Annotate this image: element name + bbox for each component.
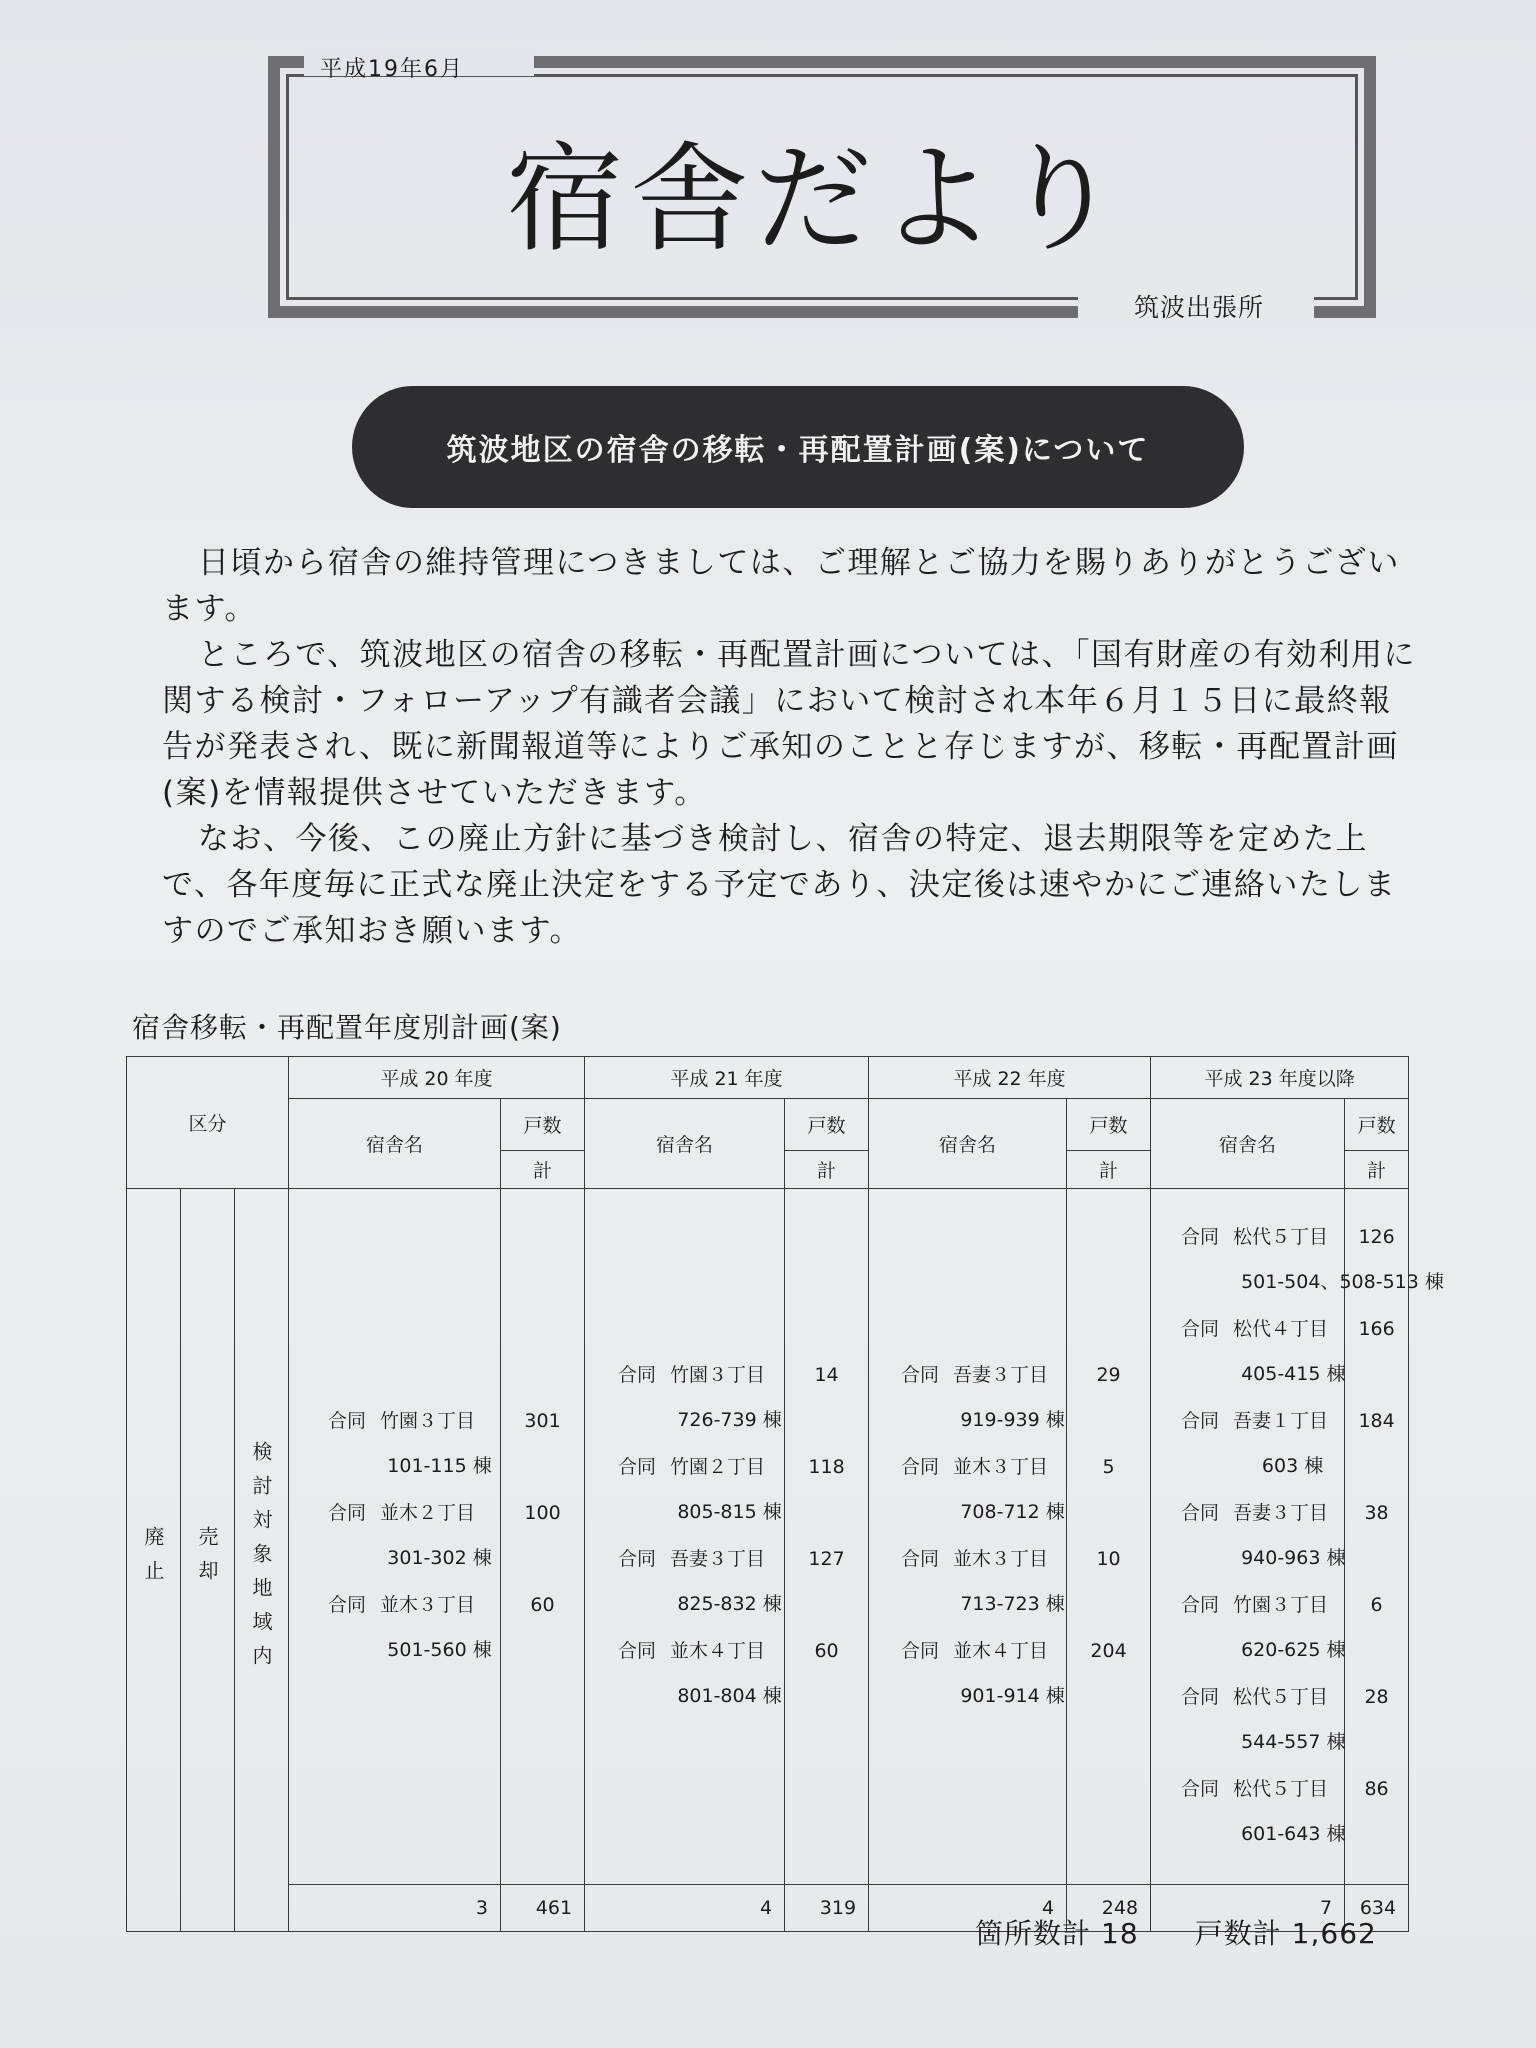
dorm-entry bbox=[1151, 1399, 1344, 1491]
count-subheader: 計 bbox=[501, 1151, 585, 1189]
count-subheader: 計 bbox=[1345, 1151, 1409, 1189]
dorm-count: 100 bbox=[524, 1501, 561, 1524]
dorm-count: 60 bbox=[530, 1593, 555, 1616]
dorm-name: 竹園３丁目 bbox=[1233, 1593, 1329, 1616]
dorm-blocks: 620-625 棟 bbox=[1241, 1638, 1346, 1661]
grand-total bbox=[975, 1912, 1377, 1952]
category-level2 bbox=[181, 1189, 235, 1932]
dorm-entry-line bbox=[869, 1537, 1066, 1582]
year-counts bbox=[1067, 1189, 1151, 1885]
dorm-kind: 合同 bbox=[1181, 1317, 1220, 1340]
dorm-blocks: 501-560 棟 bbox=[387, 1638, 492, 1661]
category-level2-text: 売却 bbox=[195, 1526, 219, 1594]
dorm-count: 184 bbox=[1358, 1409, 1395, 1432]
year-counts bbox=[501, 1189, 585, 1885]
dorm-count: 5 bbox=[1102, 1455, 1115, 1478]
dorm-entry-line bbox=[1151, 1215, 1344, 1260]
dorm-count: 60 bbox=[814, 1639, 839, 1662]
dorm-entry-line bbox=[585, 1445, 784, 1490]
dorm-entry-line bbox=[585, 1537, 784, 1582]
dorm-entry-line bbox=[1151, 1675, 1344, 1720]
dorm-count: 14 bbox=[814, 1363, 839, 1386]
dorm-entry bbox=[869, 1629, 1066, 1721]
dorm-name: 松代５丁目 bbox=[1233, 1225, 1329, 1248]
dorm-kind: 合同 bbox=[327, 1501, 366, 1524]
dorm-name: 松代５丁目 bbox=[1233, 1685, 1329, 1708]
dorm-entry bbox=[869, 1353, 1066, 1445]
dorm-kind: 合同 bbox=[618, 1639, 657, 1662]
dorm-entry-line bbox=[869, 1353, 1066, 1398]
headline-banner: 筑波地区の宿舎の移転・再配置計画(案)について bbox=[352, 386, 1244, 508]
count-subheader: 計 bbox=[785, 1151, 869, 1189]
office-name: 筑波出張所 bbox=[1134, 293, 1265, 322]
dorm-name: 吾妻３丁目 bbox=[670, 1547, 766, 1570]
dorm-name: 並木３丁目 bbox=[953, 1547, 1049, 1570]
paragraph: 日頃から宿舎の維持管理につきましては、ご理解とご協力を賜りありがとうございます。 bbox=[162, 545, 1400, 627]
count-header: 戸数 bbox=[1067, 1099, 1151, 1151]
dorm-entry bbox=[1151, 1767, 1344, 1859]
dorm-entry bbox=[869, 1445, 1066, 1537]
dorm-blocks: 405-415 棟 bbox=[1241, 1362, 1346, 1385]
dorm-kind: 合同 bbox=[1181, 1777, 1220, 1800]
year-names bbox=[289, 1189, 501, 1885]
category-level1-text: 廃止 bbox=[141, 1526, 165, 1594]
dorm-kind: 合同 bbox=[618, 1455, 657, 1478]
year-units-total: 461 bbox=[501, 1885, 585, 1932]
dorm-blocks: 544-557 棟 bbox=[1241, 1730, 1346, 1753]
dorm-count: 28 bbox=[1364, 1685, 1389, 1708]
dorm-kind: 合同 bbox=[1181, 1225, 1220, 1248]
grand-units-value: 1,662 bbox=[1291, 1917, 1377, 1950]
name-header: 宿舎名 bbox=[289, 1099, 501, 1189]
dorm-entry bbox=[1151, 1307, 1344, 1399]
year-header: 平成 22 年度 bbox=[869, 1057, 1151, 1099]
dorm-entry bbox=[289, 1399, 500, 1491]
dorm-kind: 合同 bbox=[1181, 1685, 1220, 1708]
dorm-entry-line bbox=[289, 1399, 500, 1444]
category-level3-text: 検討対象地域内 bbox=[249, 1441, 273, 1679]
table-caption: 宿舎移転・再配置年度別計画(案) bbox=[132, 1011, 562, 1044]
dorm-blocks: 940-963 棟 bbox=[1241, 1546, 1346, 1569]
dorm-name: 並木３丁目 bbox=[953, 1455, 1049, 1478]
dorm-kind: 合同 bbox=[901, 1639, 940, 1662]
dorm-blocks: 603 棟 bbox=[1261, 1454, 1324, 1477]
dorm-entry-line bbox=[585, 1629, 784, 1674]
dorm-name: 吾妻１丁目 bbox=[1233, 1409, 1329, 1432]
dorm-count: 127 bbox=[808, 1547, 845, 1570]
count-subheader: 計 bbox=[1067, 1151, 1151, 1189]
count-header: 戸数 bbox=[785, 1099, 869, 1151]
dorm-entry bbox=[289, 1583, 500, 1675]
body-text bbox=[162, 540, 1424, 954]
dorm-name: 竹園３丁目 bbox=[670, 1363, 766, 1386]
dorm-blocks: 501-504、508-513 棟 bbox=[1241, 1270, 1444, 1293]
dorm-entry-line bbox=[1151, 1583, 1344, 1628]
year-sites-total: 7 bbox=[1151, 1885, 1345, 1932]
dorm-blocks: 825-832 棟 bbox=[677, 1592, 782, 1615]
year-names bbox=[585, 1189, 785, 1885]
dorm-kind: 合同 bbox=[618, 1547, 657, 1570]
dorm-kind: 合同 bbox=[1181, 1593, 1220, 1616]
year-counts bbox=[785, 1189, 869, 1885]
year-sites-total: 4 bbox=[869, 1885, 1067, 1932]
newsletter-title: 宿舎だより bbox=[506, 130, 1127, 268]
dorm-count: 126 bbox=[1358, 1225, 1395, 1248]
dorm-count: 29 bbox=[1096, 1363, 1121, 1386]
name-header: 宿舎名 bbox=[585, 1099, 785, 1189]
dorm-entry-line bbox=[585, 1353, 784, 1398]
dorm-entry bbox=[1151, 1491, 1344, 1583]
dorm-name: 松代４丁目 bbox=[1233, 1317, 1329, 1340]
issue-date: 平成19年6月 bbox=[320, 57, 464, 82]
dorm-kind: 合同 bbox=[618, 1363, 657, 1386]
masthead bbox=[268, 56, 1376, 322]
paragraph: ところで、筑波地区の宿舎の移転・再配置計画については、「国有財産の有効利用に関する検討・フォローアップ有識者会議」において検討され本年６月１５日に最終報告が発表され、既に新聞報道等によりご承知のことと存じますが、移転・再配置計画(案)を情報提供させていただきます。 bbox=[162, 637, 1416, 811]
dorm-entry-line bbox=[869, 1445, 1066, 1490]
dorm-name: 竹園３丁目 bbox=[380, 1409, 476, 1432]
year-sites-total: 4 bbox=[585, 1885, 785, 1932]
dorm-name: 竹園２丁目 bbox=[670, 1455, 766, 1478]
dorm-count: 166 bbox=[1358, 1317, 1395, 1340]
dorm-name: 松代５丁目 bbox=[1233, 1777, 1329, 1800]
dorm-count: 301 bbox=[524, 1409, 561, 1432]
dorm-entry bbox=[585, 1353, 784, 1445]
dorm-blocks: 713-723 棟 bbox=[960, 1592, 1065, 1615]
count-header: 戸数 bbox=[1345, 1099, 1409, 1151]
dorm-blocks: 726-739 棟 bbox=[677, 1408, 782, 1431]
year-units-total: 319 bbox=[785, 1885, 869, 1932]
dorm-entry bbox=[585, 1629, 784, 1721]
dorm-count: 118 bbox=[808, 1455, 845, 1478]
count-header: 戸数 bbox=[501, 1099, 585, 1151]
dorm-count: 38 bbox=[1364, 1501, 1389, 1524]
year-units-total: 634 bbox=[1345, 1885, 1409, 1932]
dorm-blocks: 919-939 棟 bbox=[960, 1408, 1065, 1431]
dorm-name: 吾妻３丁目 bbox=[953, 1363, 1049, 1386]
year-units-total: 248 bbox=[1067, 1885, 1151, 1932]
year-header: 平成 23 年度以降 bbox=[1151, 1057, 1409, 1099]
year-header: 平成 21 年度 bbox=[585, 1057, 869, 1099]
year-names bbox=[869, 1189, 1067, 1885]
dorm-blocks: 301-302 棟 bbox=[387, 1546, 492, 1569]
dorm-kind: 合同 bbox=[1181, 1409, 1220, 1432]
category-level3 bbox=[235, 1189, 289, 1932]
dorm-entry bbox=[585, 1537, 784, 1629]
dorm-kind: 合同 bbox=[1181, 1501, 1220, 1524]
name-header: 宿舎名 bbox=[869, 1099, 1067, 1189]
dorm-count: 86 bbox=[1364, 1777, 1389, 1800]
category-header: 区分 bbox=[127, 1057, 289, 1189]
dorm-kind: 合同 bbox=[327, 1593, 366, 1616]
dorm-blocks: 901-914 棟 bbox=[960, 1684, 1065, 1707]
dorm-count: 204 bbox=[1090, 1639, 1127, 1662]
grand-units-label: 戸数計 bbox=[1194, 1917, 1282, 1950]
dorm-name: 並木４丁目 bbox=[953, 1639, 1049, 1662]
dorm-count: 10 bbox=[1096, 1547, 1121, 1570]
dorm-entry-line bbox=[1151, 1767, 1344, 1812]
dorm-blocks: 101-115 棟 bbox=[387, 1454, 492, 1477]
dorm-entry bbox=[585, 1445, 784, 1537]
dorm-kind: 合同 bbox=[901, 1363, 940, 1386]
dorm-count: 6 bbox=[1370, 1593, 1383, 1616]
dorm-entry-line bbox=[289, 1491, 500, 1536]
grand-sites-label: 箇所数計 bbox=[975, 1917, 1092, 1950]
dorm-entry-line bbox=[869, 1629, 1066, 1674]
dorm-kind: 合同 bbox=[901, 1455, 940, 1478]
dorm-blocks: 805-815 棟 bbox=[677, 1500, 782, 1523]
dorm-entry-line bbox=[1151, 1491, 1344, 1536]
dorm-kind: 合同 bbox=[327, 1409, 366, 1432]
dorm-entry-line bbox=[289, 1583, 500, 1628]
dorm-blocks: 708-712 棟 bbox=[960, 1500, 1065, 1523]
dorm-name: 並木３丁目 bbox=[380, 1593, 476, 1616]
dorm-entry-line bbox=[1151, 1399, 1344, 1444]
dorm-blocks: 601-643 棟 bbox=[1241, 1822, 1346, 1845]
dorm-kind: 合同 bbox=[901, 1547, 940, 1570]
dorm-entry bbox=[869, 1537, 1066, 1629]
dorm-entry bbox=[1151, 1583, 1344, 1675]
dorm-name: 並木２丁目 bbox=[380, 1501, 476, 1524]
dorm-entry-line bbox=[1151, 1307, 1344, 1352]
paragraph: なお、今後、この廃止方針に基づき検討し、宿舎の特定、退去期限等を定めた上で、各年度毎に正式な廃止決定をする予定であり、決定後は速やかにご連絡いたしますのでご承知おき願います。 bbox=[162, 821, 1397, 949]
dorm-entry bbox=[289, 1491, 500, 1583]
dorm-blocks: 801-804 棟 bbox=[677, 1684, 782, 1707]
relocation-plan-table bbox=[126, 1056, 1444, 1932]
year-sites-total: 3 bbox=[289, 1885, 501, 1932]
dorm-entry bbox=[1151, 1675, 1344, 1767]
category-level1 bbox=[127, 1189, 181, 1932]
dorm-name: 並木４丁目 bbox=[670, 1639, 766, 1662]
grand-sites-value: 18 bbox=[1101, 1917, 1139, 1950]
year-header: 平成 20 年度 bbox=[289, 1057, 585, 1099]
name-header: 宿舎名 bbox=[1151, 1099, 1345, 1189]
dorm-name: 吾妻３丁目 bbox=[1233, 1501, 1329, 1524]
